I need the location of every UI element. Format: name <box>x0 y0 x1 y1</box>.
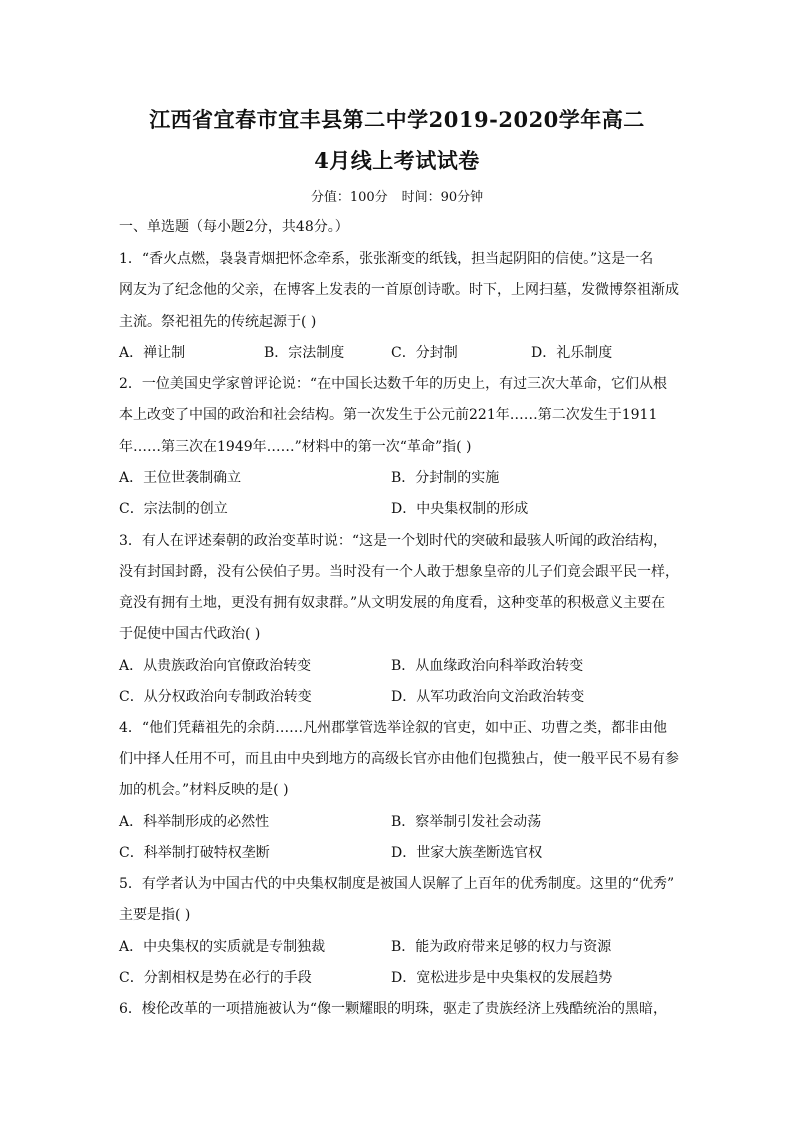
question-2-option-c: C．宗法制的创立 <box>119 501 228 517</box>
question-1-option-a: A．禅让制 <box>119 345 186 361</box>
score-label: 分值：100分 <box>310 190 388 205</box>
question-2-line-3: 年……第三次在1949年……”材料中的第一次“革命”指( ) <box>119 439 472 455</box>
question-4-option-a: A．科举制形成的必然性 <box>119 814 270 830</box>
exam-title-line1: 江西省宜春市宜丰县第二中学2019-2020学年高二 <box>149 107 645 132</box>
question-2-option-d: D．中央集权制的形成 <box>391 501 529 517</box>
question-1-line-2: 网友为了纪念他的父亲，在博客上发表的一首原创诗歌。时下，上网扫墓，发微博祭祖渐成 <box>119 282 679 298</box>
question-1-line-1: 1．“香火点燃，袅袅青烟把怀念牵系，张张渐变的纸钱，担当起阴阳的信使。”这是一名 <box>119 251 654 267</box>
question-1-option-d: D．礼乐制度 <box>531 345 613 361</box>
question-3-line-2: 没有封国封爵，没有公侯伯子男。当时没有一个人敢于想象皇帝的儿子们竟会跟平民一样， <box>119 564 679 580</box>
question-4-option-b: B．察举制引发社会动荡 <box>391 814 542 830</box>
question-3-line-3: 竟没有拥有土地，更没有拥有奴隶群。”从文明发展的角度看，这种变革的积极意义主要在 <box>119 595 666 611</box>
question-3-line-1: 3．有人在评述秦朝的政治变革时说：“这是一个划时代的突破和最骇人听闻的政治结构， <box>119 533 668 549</box>
question-1-option-c: C．分封制 <box>391 345 458 361</box>
question-2-line-1: 2．一位美国史学家曾评论说：“在中国长达数千年的历史上，有过三次大革命，它们从根 <box>119 376 668 392</box>
question-2-option-a: A．王位世袭制确立 <box>119 470 242 486</box>
question-4-line-1: 4．“他们凭藉祖先的余荫……凡州郡掌管选举诠叙的官吏，如中正、功曹之类，都非由他 <box>119 720 668 736</box>
question-3-line-4: 于促使中国古代政治( ) <box>119 626 261 642</box>
question-6-line-1: 6．梭伦改革的一项措施被认为“像一颗耀眼的明珠，驱走了贵族经济上残酷统治的黑暗， <box>119 1001 668 1017</box>
question-5-line-2: 主要是指( ) <box>119 907 191 923</box>
question-5-option-b: B．能为政府带来足够的权力与资源 <box>391 939 612 955</box>
exam-title-line2: 4月线上考试试卷 <box>314 148 480 173</box>
question-5-option-c: C．分割相权是势在必行的手段 <box>119 970 312 986</box>
section-heading: 一、单选题（每小题2分，共48分。） <box>119 219 349 235</box>
question-5-line-1: 5．有学者认为中国古代的中央集权制度是被国人误解了上百年的优秀制度。这里的“优秀” <box>119 876 675 892</box>
question-2-option-b: B．分封制的实施 <box>391 470 500 486</box>
time-label: 时间：90分钟 <box>401 190 484 205</box>
question-5-option-a: A．中央集权的实质就是专制独裁 <box>119 939 326 955</box>
question-3-option-d: D．从军功政治向文治政治转变 <box>391 689 585 705</box>
exam-meta <box>0 186 794 205</box>
question-1-line-3: 主流。祭祀祖先的传统起源于( ) <box>119 314 317 330</box>
question-4-option-d: D．世家大族垄断选官权 <box>391 845 543 861</box>
question-4-line-3: 加的机会。”材料反映的是( ) <box>119 782 289 798</box>
question-3-option-c: C．从分权政治向专制政治转变 <box>119 689 312 705</box>
question-1-option-b: B．宗法制度 <box>264 345 345 361</box>
question-5-option-d: D．宽松进步是中央集权的发展趋势 <box>391 970 613 986</box>
question-3-option-a: A．从贵族政治向官僚政治转变 <box>119 658 312 674</box>
question-4-line-2: 们中择人任用不可，而且由中央到地方的高级长官亦由他们包揽独占，使一般平民不易有参 <box>119 751 679 767</box>
question-4-option-c: C．科举制打破特权垄断 <box>119 845 270 861</box>
question-3-option-b: B．从血缘政治向科举政治转变 <box>391 658 584 674</box>
question-2-line-2: 本上改变了中国的政治和社会结构。第一次发生于公元前221年……第二次发生于1911 <box>119 407 658 423</box>
